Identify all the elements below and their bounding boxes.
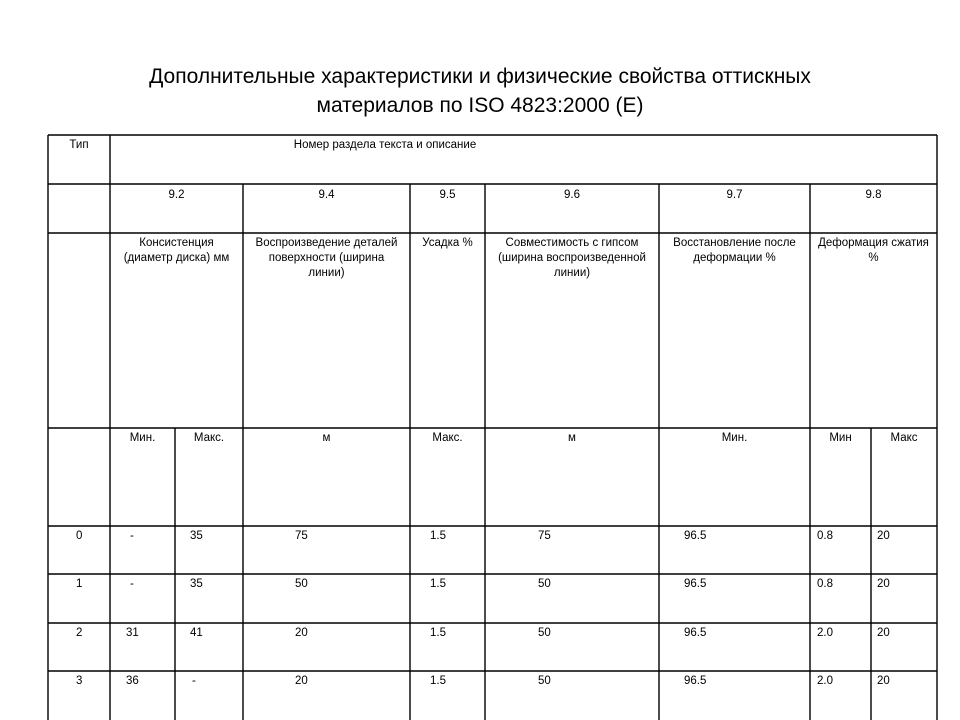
unit-label: м [322,432,331,444]
unit-label: Макс. [193,432,225,444]
data-cell: - [130,530,134,542]
unit-label: Макс [890,432,918,444]
data-cell: 20 [877,530,890,542]
data-cell: 2.0 [817,675,833,687]
data-cell: 35 [190,578,203,590]
property-description: Восстановление после деформации % [673,237,796,264]
data-cell: 31 [126,627,139,639]
unit-label: м [568,432,576,444]
property-description: Совместимость с гипсом (ширина воспроизведенной линии) [498,237,646,279]
data-cell: 35 [190,530,203,542]
data-cell: 75 [538,530,551,542]
unit-label: Макс. [432,432,463,444]
data-cell: 1.5 [430,578,446,590]
data-cell: - [192,675,196,687]
property-description: Воспроизведение деталей поверхности (ширина линии) [255,237,398,279]
data-cell: 1.5 [430,675,446,687]
section-header: Номер раздела текста и описание [293,139,477,151]
section-number: 9.8 [865,189,882,201]
type-cell: 0 [76,530,83,542]
data-cell: 50 [295,578,308,590]
unit-label: Мин [829,432,852,444]
type-cell: 2 [76,627,83,639]
data-cell: 50 [538,675,551,687]
data-cell: 96.5 [684,578,707,590]
page-title [60,62,900,120]
data-cell: 75 [295,530,308,542]
data-cell: 20 [877,578,890,590]
data-cell: 1.5 [430,530,446,542]
data-cell: 20 [295,675,308,687]
type-cell: 3 [76,675,83,687]
unit-label: Мин. [129,432,156,444]
data-cell: 50 [538,627,551,639]
data-cell: 41 [190,627,203,639]
data-cell: 36 [126,675,139,687]
data-cell: 96.5 [684,627,707,639]
unit-label: Мин. [721,432,748,444]
section-number: 9.4 [318,189,335,201]
title-line-1: Дополнительные характеристики и физические свойства оттискных [149,65,811,88]
property-description: Усадка % [422,237,473,249]
section-number: 9.6 [564,189,580,201]
data-cell: 96.5 [684,530,707,542]
data-cell: 20 [877,675,890,687]
type-header: Тип [69,139,89,151]
data-cell: 2.0 [817,627,833,639]
title-line-2: материалов по ISO 4823:2000 (E) [316,94,644,117]
section-number: 9.2 [168,189,185,201]
section-number: 9.7 [726,189,743,201]
data-cell: - [130,578,134,590]
data-cell: 20 [295,627,308,639]
data-cell: 1.5 [430,627,446,639]
data-cell: 0.8 [817,530,833,542]
section-number: 9.5 [439,189,456,201]
type-cell: 1 [76,578,83,590]
data-cell: 50 [538,578,551,590]
property-description: Деформация сжатия % [818,237,929,264]
property-description: Консистенция (диаметр диска) мм [123,237,230,264]
data-cell: 20 [877,627,890,639]
data-cell: 0.8 [817,578,833,590]
data-cell: 96.5 [684,675,707,687]
